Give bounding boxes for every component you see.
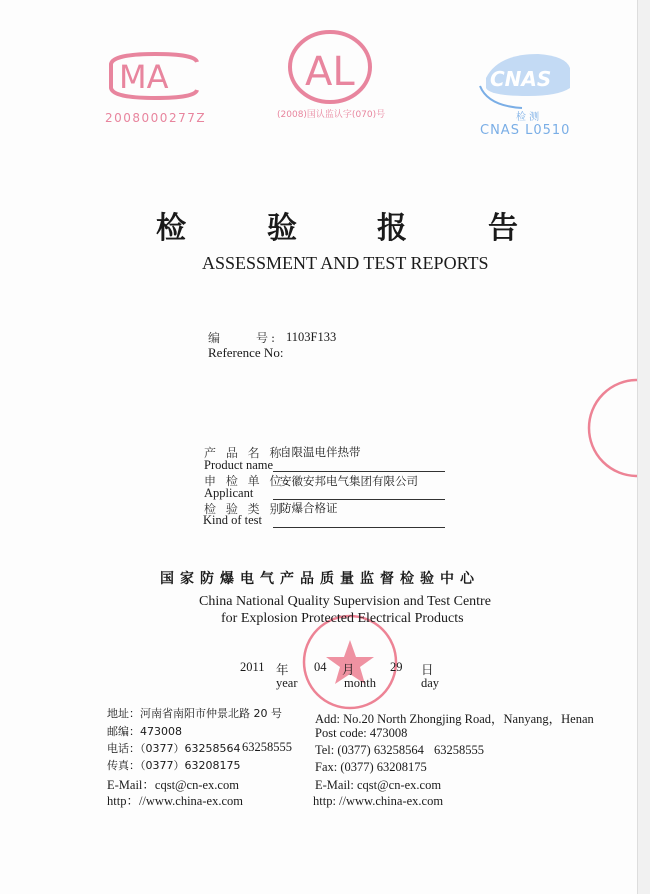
centre-name-cn: 国家防爆电气产品质量监督检验中心 (160, 571, 480, 587)
date-day-en: day (421, 676, 440, 690)
date-year: 2011 (240, 660, 265, 674)
reference-value: 1103F133 (286, 330, 337, 344)
product-name-label-cn: 产 品 名 称: (204, 446, 292, 460)
cal-letters: AL (305, 49, 355, 95)
phone-en: Tel: (0377) 63258564 (315, 743, 424, 757)
centre-name-en-1: China National Quality Supervision and Test Centre (199, 594, 491, 609)
centre-name-en-2: for Explosion Protected Electrical Products (221, 611, 464, 626)
title-char: 验 (267, 211, 297, 246)
cnas-sub: 检 测 (516, 112, 540, 123)
applicant-value: 安徽安邦电气集团有限公司 (280, 474, 418, 488)
applicant-label-cn: 申 检 单 位: (204, 474, 292, 488)
postcode-en: Post code: 473008 (315, 726, 408, 740)
address-en: Add: No.20 North Zhongjing Road，Nanyang，Henan (315, 712, 594, 726)
date-month-cn: 月 (342, 662, 355, 677)
date-year-cn: 年 (276, 662, 289, 677)
website-en[interactable]: http: //www.china-ex.com (313, 794, 444, 808)
test-kind-label-en: Kind of test (203, 513, 263, 527)
reference-label-en: Reference No: (208, 345, 284, 360)
title-english: ASSESSMENT AND TEST REPORTS (202, 253, 489, 273)
applicant-label-en: Applicant (204, 486, 254, 500)
title-char: 报 (377, 211, 407, 246)
cma-code: 2008000277Z (105, 111, 207, 125)
product-name-value: 自限温电伴热带 (280, 445, 361, 459)
cma-stamp-logo (105, 50, 207, 130)
cnas-letters: CNAS (490, 67, 552, 91)
cnas-code: CNAS L0510 (480, 123, 571, 138)
product-name-label-en: Product name (204, 458, 274, 472)
cnas-stamp-logo (478, 48, 578, 140)
phone-cn: 电话：（0377）63258564 (107, 742, 241, 755)
underline (273, 527, 445, 528)
date-month: 04 (314, 660, 327, 674)
fax-en: Fax: (0377) 63208175 (315, 760, 427, 774)
address-cn: 地址：河南省南阳市仲景北路 20 号 (107, 707, 282, 720)
cma-letters: MA (119, 58, 169, 96)
date-day: 29 (390, 660, 403, 674)
edge-seal-stamp (603, 378, 637, 478)
fax-cn: 传真：（0377）63208175 (107, 759, 241, 772)
phone-en-2: 63258555 (434, 743, 484, 757)
underline (273, 471, 445, 472)
date-year-en: year (276, 676, 298, 690)
cal-stamp-logo (275, 27, 385, 127)
reference-label-cn: 号: (256, 331, 279, 345)
website-cn[interactable]: http：//www.china-ex.com (107, 794, 243, 808)
cal-code: (2008)国认监认字(070)号 (277, 110, 386, 120)
test-kind-value: 防爆合格证 (280, 501, 338, 515)
title-char: 检 (156, 211, 186, 246)
reference-label-cn: 编 (208, 331, 224, 345)
postcode-cn: 邮编：473008 (107, 725, 182, 738)
date-day-cn: 日 (421, 662, 434, 677)
test-kind-label-cn: 检 验 类 别: (204, 502, 292, 516)
title-char: 告 (488, 211, 518, 246)
phone-cn-2: 63258555 (242, 740, 292, 754)
scan-edge (637, 0, 650, 894)
email-cn[interactable]: E-Mail：cqst@cn-ex.com (107, 778, 239, 792)
date-month-en: month (344, 676, 376, 690)
email-en[interactable]: E-Mail: cqst@cn-ex.com (315, 778, 442, 792)
